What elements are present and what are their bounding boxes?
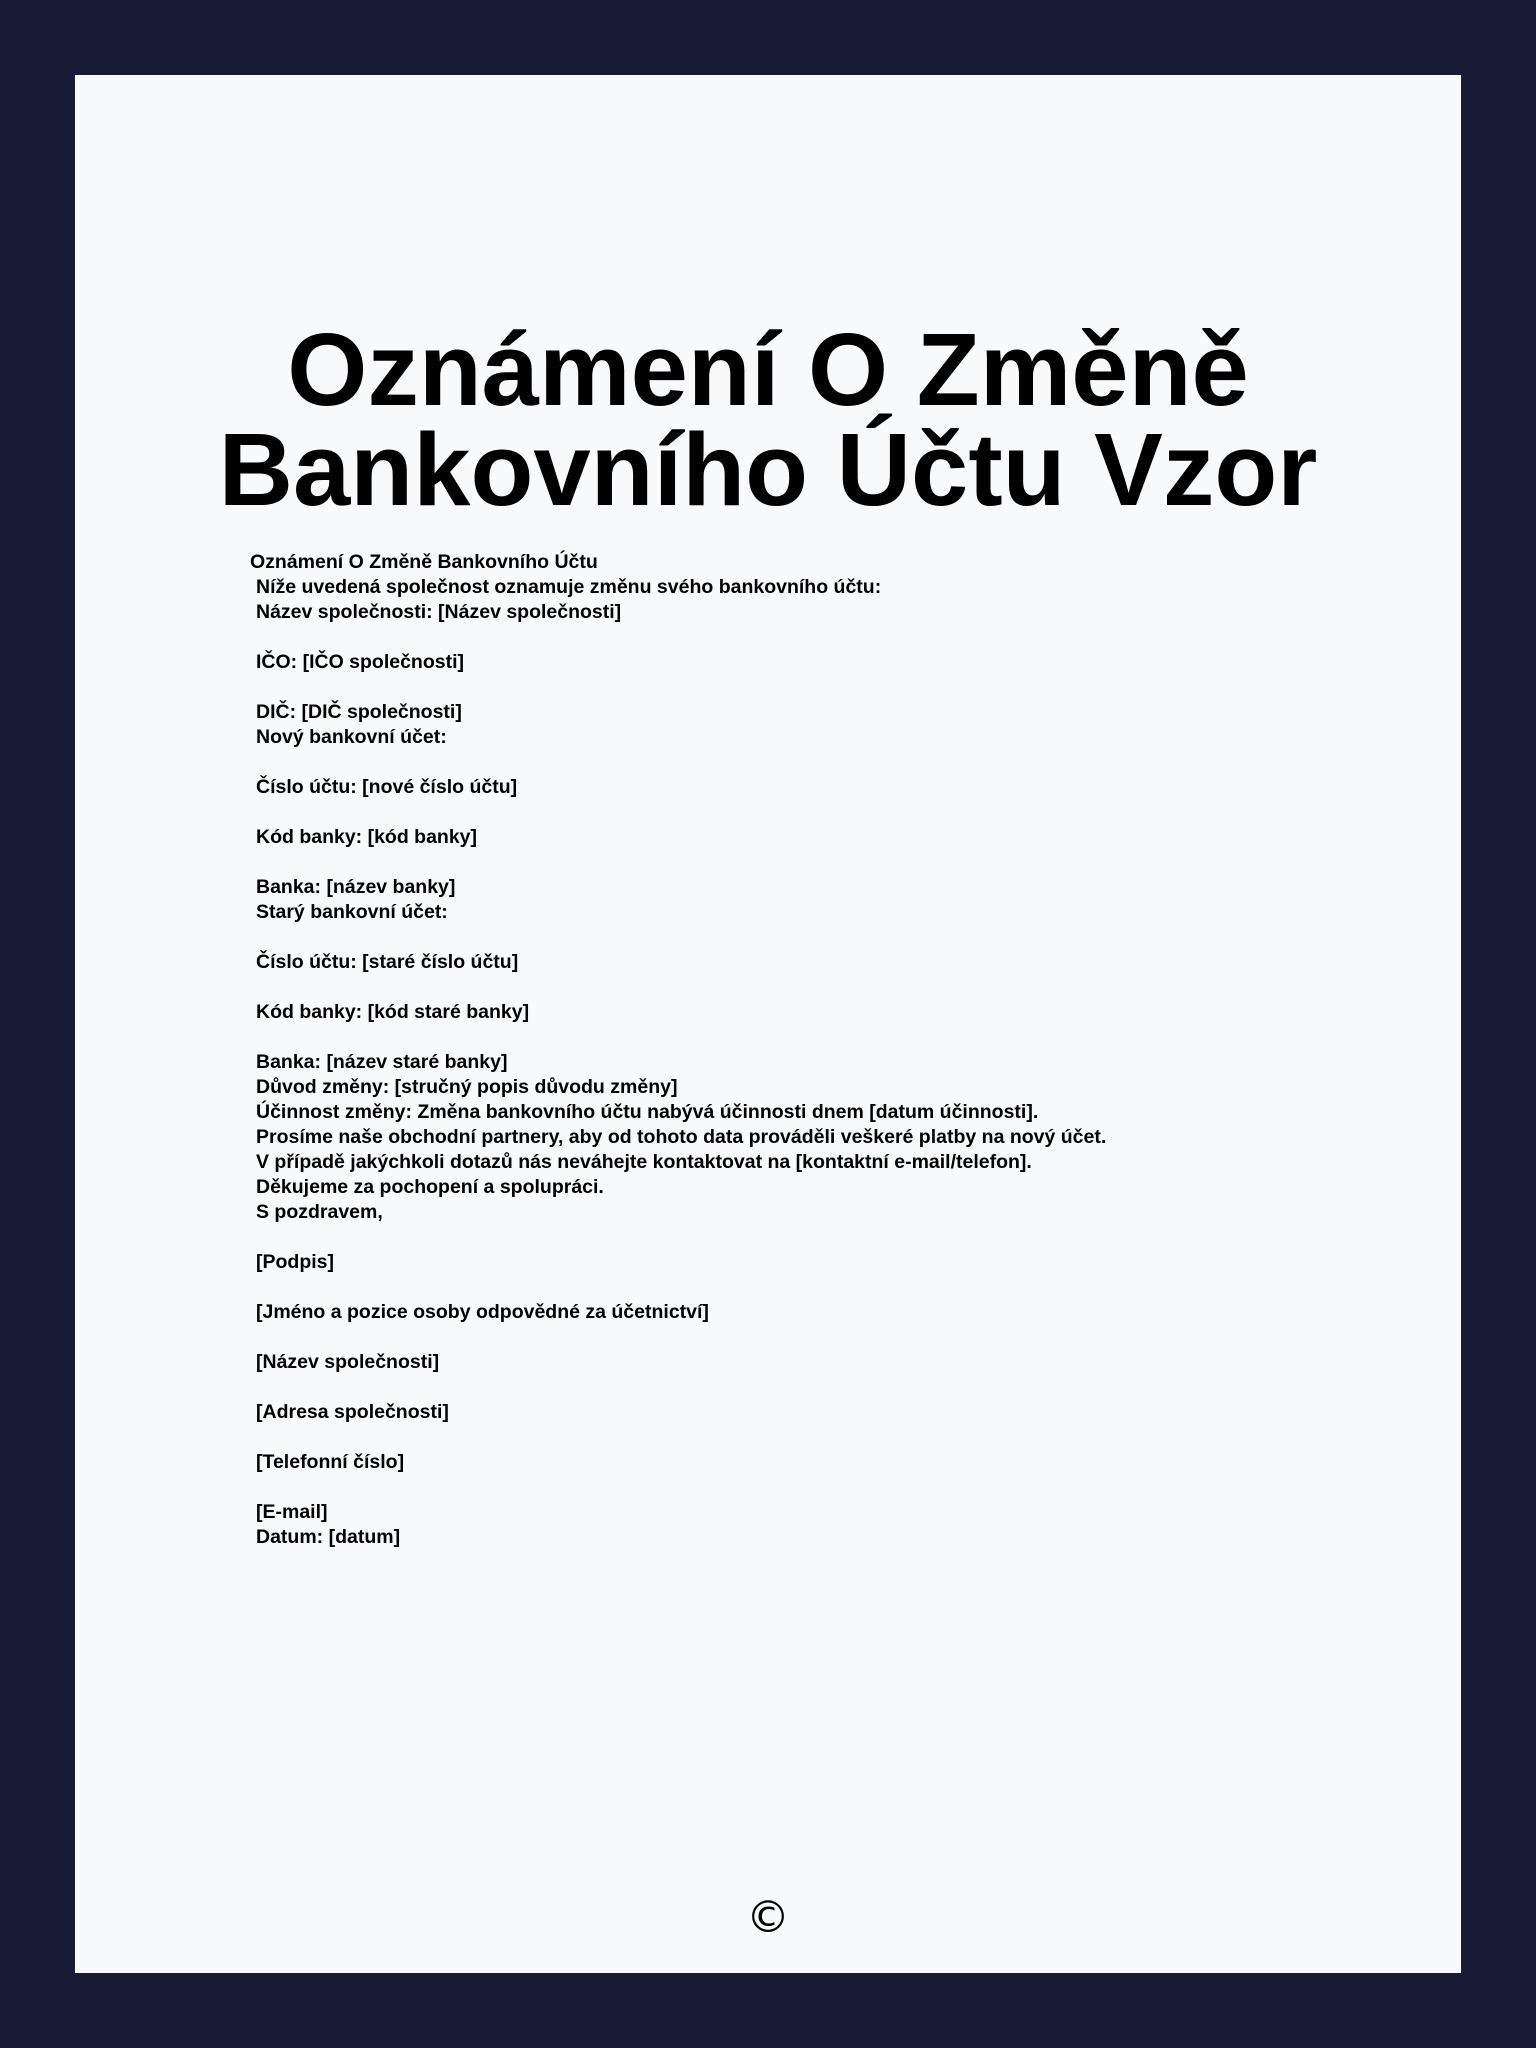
old-bank-name: Banka: [název staré banky]	[256, 1051, 508, 1073]
body-heading: Oznámení O Změně Bankovního Účtu	[250, 551, 598, 573]
document-page	[75, 75, 1461, 1973]
request-line: Prosíme naše obchodní partnery, aby od tohoto data prováděli veškeré platby na nový účet.	[256, 1126, 1107, 1148]
effective-line: Účinnost změny: Změna bankovního účtu nabývá účinnosti dnem [datum účinnosti].	[256, 1101, 1039, 1123]
spacer	[250, 1475, 1350, 1500]
new-account-number: Číslo účtu: [nové číslo účtu]	[256, 776, 518, 798]
spacer	[250, 750, 1350, 775]
sign-phone-line: [Telefonní číslo]	[256, 1451, 405, 1473]
spacer	[250, 1425, 1350, 1450]
spacer	[250, 925, 1350, 950]
title-line-1: Oznámení O Změně	[287, 312, 1249, 427]
document-body	[250, 550, 1350, 1550]
new-bank-name: Banka: [název banky]	[256, 876, 456, 898]
thanks-line: Děkujeme za pochopení a spolupráci.	[256, 1176, 604, 1198]
copyright-icon: ©	[746, 1892, 790, 1943]
signatory-line: [Jméno a pozice osoby odpovědné za účetnictví]	[256, 1301, 709, 1323]
old-account-number: Číslo účtu: [staré číslo účtu]	[256, 951, 519, 973]
company-name-line: Název společnosti: [Název společnosti]	[256, 601, 622, 623]
spacer	[250, 1225, 1350, 1250]
spacer	[250, 850, 1350, 875]
dic-line: DIČ: [DIČ společnosti]	[256, 701, 462, 723]
spacer	[250, 1025, 1350, 1050]
sign-address-line: [Adresa společnosti]	[256, 1401, 449, 1423]
spacer	[250, 675, 1350, 700]
date-line: Datum: [datum]	[256, 1526, 401, 1548]
sign-email-line: [E-mail]	[256, 1501, 328, 1523]
spacer	[250, 625, 1350, 650]
sign-company-line: [Název společnosti]	[256, 1351, 440, 1373]
ico-line: IČO: [IČO společnosti]	[256, 651, 465, 673]
new-account-label: Nový bankovní účet:	[256, 726, 447, 748]
title-line-2: Bankovního Účtu Vzor	[218, 412, 1318, 527]
intro-text: Níže uvedená společnost oznamuje změnu svého bankovního účtu:	[256, 576, 882, 598]
document-title	[75, 312, 1461, 527]
contact-line: V případě jakýchkoli dotazů nás neváhejte kontaktovat na [kontaktní e-mail/telefon].	[256, 1151, 1032, 1173]
reason-line: Důvod změny: [stručný popis důvodu změny]	[256, 1076, 678, 1098]
spacer	[250, 1325, 1350, 1350]
spacer	[250, 1375, 1350, 1400]
old-account-label: Starý bankovní účet:	[256, 901, 448, 923]
old-bank-code: Kód banky: [kód staré banky]	[256, 1001, 530, 1023]
spacer	[250, 975, 1350, 1000]
spacer	[250, 1275, 1350, 1300]
closing-line: S pozdravem,	[256, 1201, 383, 1223]
new-bank-code: Kód banky: [kód banky]	[256, 826, 478, 848]
signature-line: [Podpis]	[256, 1251, 334, 1273]
spacer	[250, 800, 1350, 825]
